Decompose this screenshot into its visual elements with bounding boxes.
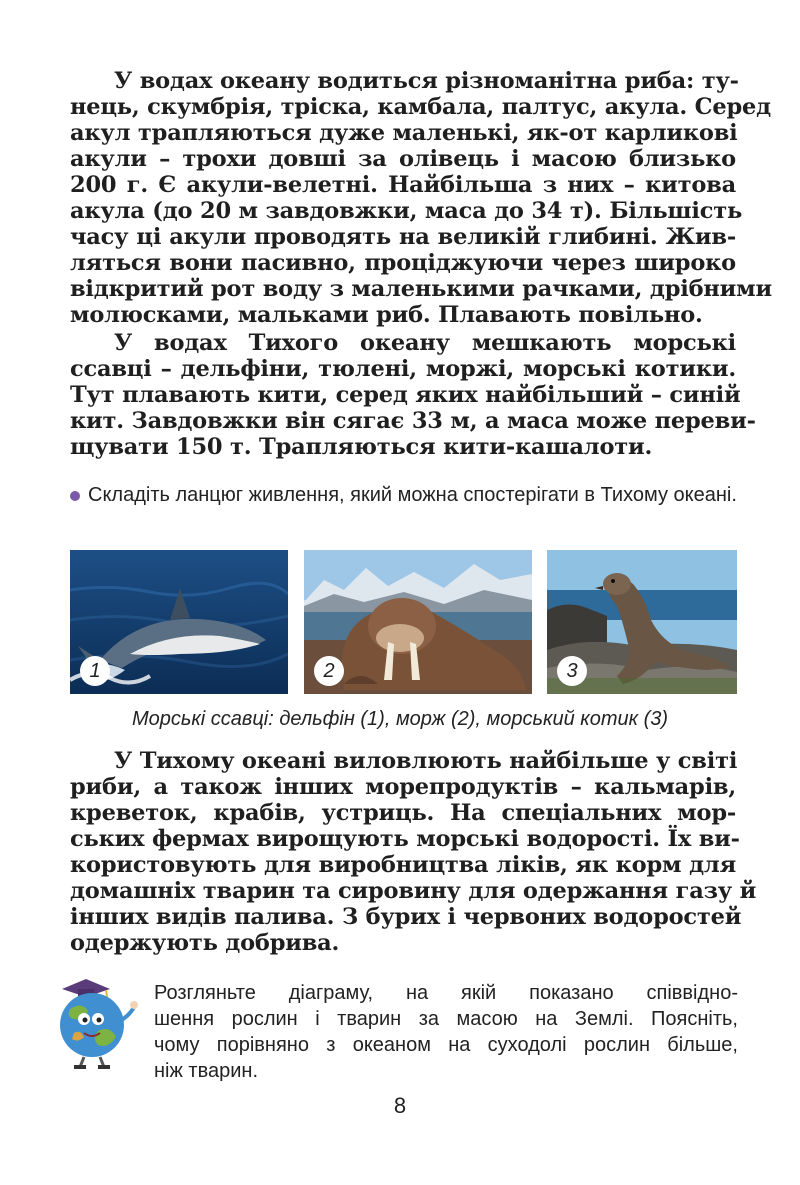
walrus-photo: [304, 550, 532, 694]
task-text: Складіть ланцюг живлення, який можна спостерігати в Тихому океані.: [88, 484, 737, 506]
dolphin-photo: [70, 550, 288, 694]
fur-seal-photo: [547, 550, 737, 694]
text-line: У Тихому океані виловлюють найбільше у світі: [114, 748, 738, 774]
text-line: ссавці – дельфіни, тюлені, моржі, морські котики.: [70, 356, 736, 382]
text-line: одержують добрива.: [70, 930, 340, 956]
photo-number-badge: 1: [80, 656, 110, 686]
photo-number-badge: 2: [314, 656, 344, 686]
text-line: ляться вони пасивно, проціджуючи через широко: [70, 250, 736, 276]
globe-mascot-icon: [48, 975, 140, 1070]
page-number: 8: [393, 1093, 407, 1118]
paragraph-seafood: [70, 748, 757, 956]
text-line: ніж тварин.: [154, 1060, 259, 1082]
text-line: відкритий рот воду з маленькими рачками, дрібними: [70, 276, 773, 302]
text-line: У водах океану водиться різноманітна риба: ту-: [114, 68, 739, 94]
text-line: Розгляньте діаграму, на якій показано співвідно-: [154, 982, 738, 1004]
text-line: щувати 150 т. Трапляються кити-кашалоти.: [70, 434, 653, 460]
question-block: [154, 980, 738, 1084]
photo-caption: Морські ссавці: дельфін (1), морж (2), морський котик (3): [131, 708, 669, 730]
text-line: У водах Тихого океану мешкають морські: [114, 330, 736, 356]
text-line: 200 г. Є акули-велетні. Найбільша з них – китова: [70, 172, 736, 198]
text-line: акул трапляються дуже маленькі, як-от карликові: [70, 120, 738, 146]
paragraph-fish: [70, 68, 773, 328]
text-line: часу ці акули проводять на великій глибині. Жив-: [70, 224, 736, 250]
photo-number-badge: 3: [557, 656, 587, 686]
text-line: акула (до 20 м завдовжки, маса до 34 т). Більшість: [70, 198, 743, 224]
text-line: шення рослин і тварин за масою на Землі. Поясніть,: [154, 1008, 738, 1030]
text-line: Тут плавають кити, серед яких найбільший – синій: [70, 382, 741, 408]
text-line: креветок, крабів, устриць. На спеціальних мор-: [70, 800, 736, 826]
text-line: нець, скумбрія, тріска, камбала, палтус, акула. Серед: [70, 94, 771, 120]
text-line: чому порівняно з океаном на суходолі рослин більше,: [154, 1034, 738, 1056]
bullet-icon: [70, 491, 80, 501]
text-line: ських фермах вирощують морські водорості. Їх ви-: [70, 826, 740, 852]
text-line: користовують для виробництва ліків, як корм для: [70, 852, 736, 878]
text-line: кит. Завдовжки він сягає 33 м, а маса може переви-: [70, 408, 756, 434]
text-line: риби, а також інших морепродуктів – кальмарів,: [70, 774, 736, 800]
text-line: акули – трохи довші за олівець і масою близько: [70, 146, 736, 172]
text-line: інших видів палива. З бурих і червоних водоростей: [70, 904, 742, 930]
paragraph-mammals: [70, 330, 756, 460]
text-line: домашніх тварин та сировину для одержання газу й: [70, 878, 757, 904]
text-line: молюсками, мальками риб. Плавають повільно.: [70, 302, 703, 328]
